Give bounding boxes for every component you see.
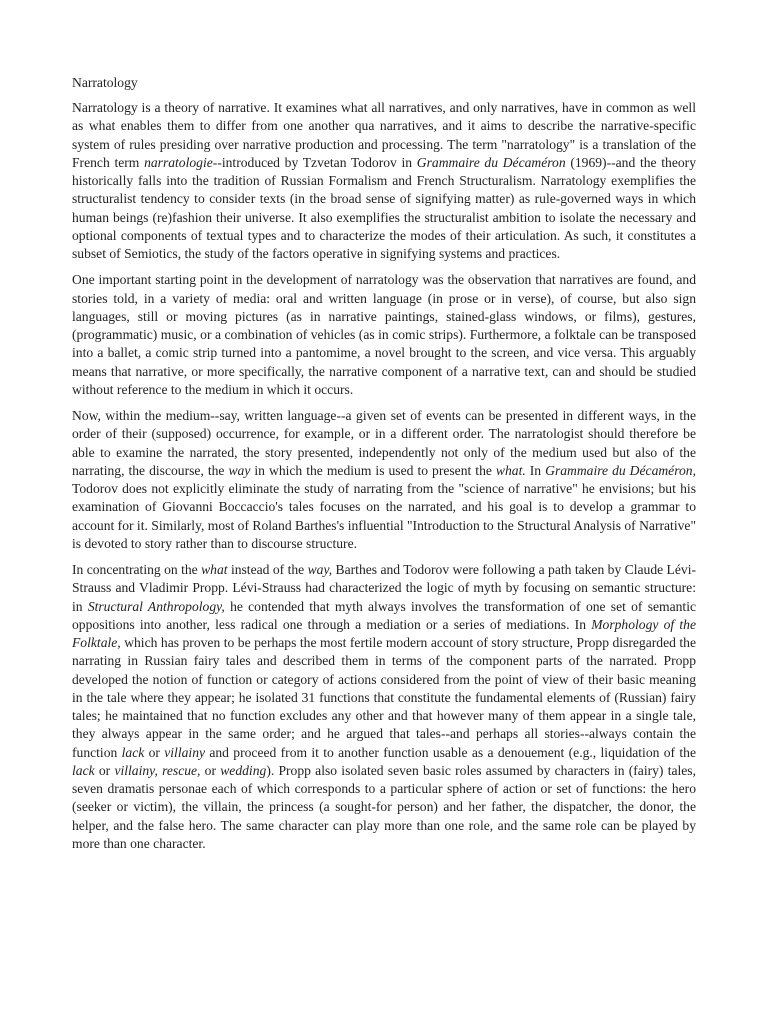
text-run: he contended that myth always involves the transformation of one set of semantic oppositions into another, less radical one through a mediation or a series of mediations. In: [72, 598, 697, 632]
italic-run: way,: [307, 562, 333, 577]
document-page: [72, 74, 696, 861]
italic-run: Structural Anthropology,: [87, 598, 225, 614]
italic-run: what: [201, 562, 228, 577]
italic-run: villainy: [164, 744, 206, 760]
italic-run: way: [228, 462, 251, 478]
paragraph-3: [72, 407, 696, 553]
text-run: or: [200, 762, 221, 778]
text-run: Narratology is a theory of narrative. It examines what all narratives, and only narratives, have in common as well as what enables them to differ from one another qua narratives, and it aims to describe the narrative-specific system of rules presiding over narrative production and processing. The term "narratology" is a translation of the French term: [72, 100, 696, 170]
text-run: and proceed from it to another function usable as a denouement (e.g., liquidation of the: [205, 744, 696, 760]
text-run: (1969)--and the theory historically falls into the tradition of Russian Formalism and French Structuralism. Narratology exemplifies the structuralist tendency to consider texts (in the broad sense of signifying matter) as rule-governed ways in which human beings (re)fashion their universe. It also exemplifies the structuralist ambition to isolate the necessary and optional components of textual types and to characterize the modes of their articulation. As such, it constitutes a subset of Semiotics, the study of the factors operative in signifying systems and practices.: [72, 154, 696, 261]
italic-run: what.: [495, 462, 526, 478]
text-run: ). Propp also isolated seven basic roles assumed by characters in (fairy) tales, seven dramatis personae each of which corresponds to a particular sphere of action or set of functions: the hero (seeker or victim), the villain, the princess (a sought-for person) and her father, the dispatcher, the donor, the helper, and the false hero. The same character can play more than one role, and the same role can be played by more than one character.: [72, 762, 696, 851]
italic-run: Morphology of the Folktale,: [72, 616, 696, 650]
text-run: --introduced by Tzvetan Todorov in: [212, 154, 417, 170]
paragraph-1: [72, 99, 696, 263]
text-run: instead of the: [227, 562, 308, 577]
document-title: Narratology: [72, 75, 138, 90]
text-run: In: [525, 462, 546, 478]
italic-run: narratologie: [144, 154, 213, 170]
italic-run: Grammaire du Décaméron,: [545, 462, 696, 478]
document-body: [72, 99, 696, 853]
text-run: Barthes and Todorov were following a path taken by Claude Lévi-Strauss and Vladimir Propp. Lévi-Strauss had characterized the logic of myth by focusing on semantic structure: in: [72, 562, 696, 614]
italic-run: villainy, rescue,: [114, 762, 201, 778]
text-run: Now, within the medium--say, written language--a given set of events can be presented in different ways, in the order of their (supposed) occurrence, for example, or in a different order. The narratologist should therefore be able to examine the narrated, the story presented, independently not only of the medium used but also of the narrating, the discourse, the: [72, 408, 696, 478]
italic-run: wedding: [220, 762, 267, 778]
text-run: One important starting point in the development of narratology was the observation that narratives are found, and stories told, in a variety of media: oral and written language (in prose or in verse), of course, but also sign languages, still or moving pictures (as in narrative paintings, stained-glass windows, or films), gestures, (programmatic) music, or a combination of vehicles (as in comic strips). Furthermore, a folktale can be transposed into a ballet, a comic strip turned into a pantomime, a novel brought to the screen, and vice versa. This arguably means that narrative, or more specifically, the narrative component of a narrative text, can and should be studied without reference to the medium in which it occurs.: [72, 272, 696, 397]
italic-run: lack: [121, 744, 145, 760]
italic-run: lack: [72, 762, 95, 778]
paragraph-4: [72, 561, 696, 853]
text-run: in which the medium is used to present the: [250, 462, 496, 478]
italic-run: Grammaire du Décaméron: [416, 154, 566, 170]
paragraph-2: [72, 271, 696, 399]
text-run: or: [94, 762, 115, 778]
text-run: Todorov does not explicitly eliminate the study of narrating from the "science of narrative" he envisions; but his examination of Giovanni Boccaccio's tales focuses on the narrated, and his goal is to develop a grammar to account for it. Similarly, most of Roland Barthes's influential "Introduction to the Structural Analysis of Narrative" is devoted to story rather than to discourse structure.: [72, 481, 696, 551]
text-run: In concentrating on the: [72, 562, 202, 577]
text-run: which has proven to be perhaps the most fertile modern account of story structure, Propp disregarded the narrating in Russian fairy tales and described them in terms of the component parts of the narrated. Propp developed the notion of function or category of actions considered from the point of view of their basic meaning in the tale where they appear; he isolated 31 functions that constitute the fundamental elements of (Russian) fairy tales; he maintained that no function excludes any other and that however many of them appear in a single tale, they always appear in the same order; and he argued that tales--and perhaps all stories--always contain the function: [72, 635, 696, 760]
text-run: or: [144, 744, 165, 760]
